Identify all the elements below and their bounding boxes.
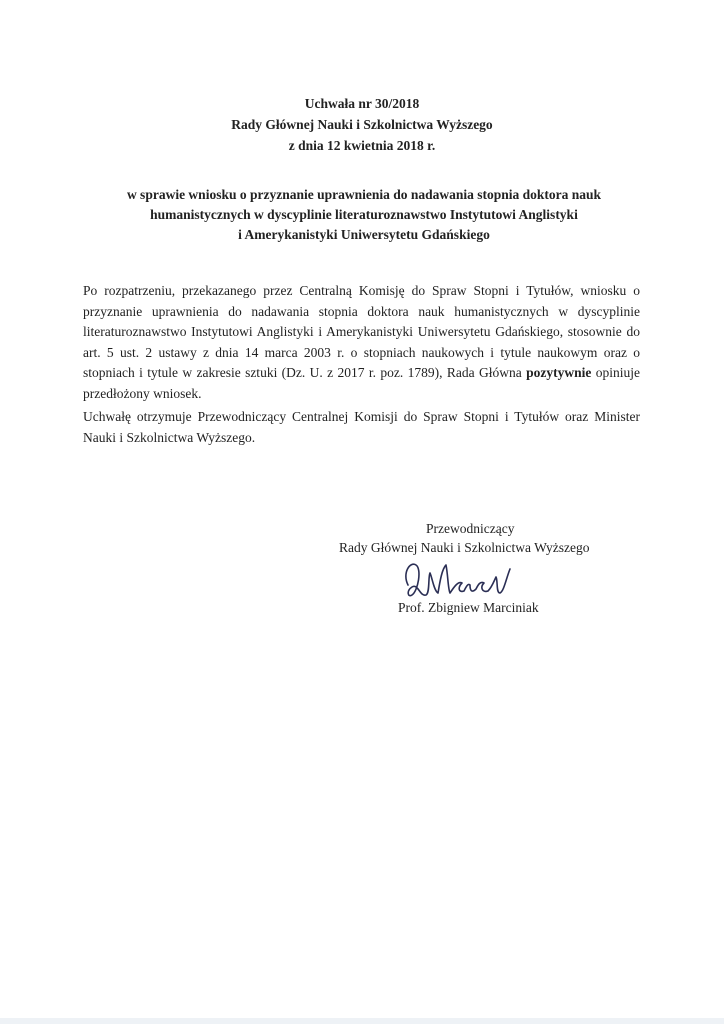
resolution-subject xyxy=(95,185,633,245)
signatory-name: Prof. Zbigniew Marciniak xyxy=(398,600,539,615)
resolution-date: z dnia 12 kwietnia 2018 r. xyxy=(288,138,436,153)
resolution-header xyxy=(0,93,724,156)
signatory-organization: Rady Głównej Nauki i Szkolnictwa Wyższego xyxy=(339,540,590,555)
subject-line-3: i Amerykanistyki Uniwersytetu Gdańskiego xyxy=(238,227,490,242)
signatory-role: Przewodniczący xyxy=(426,521,515,536)
paragraph-1-emphasis: pozytywnie xyxy=(526,365,592,381)
body-paragraph-1 xyxy=(83,281,640,405)
resolution-number: Uchwała nr 30/2018 xyxy=(304,96,420,111)
subject-line-2: humanistycznych w dyscyplinie literaturoznawstwo Instytutowi Anglistyki xyxy=(150,207,578,222)
paragraph-2-text: Uchwałę otrzymuje Przewodniczący Centralnej Komisji do Spraw Stopni i Tytułów oraz Minister Nauki i Szkolnictwa Wyższego. xyxy=(83,409,640,445)
body-paragraph-2 xyxy=(83,407,640,448)
paragraph-1-ending: opiniuje przedłożony wniosek. xyxy=(83,365,640,401)
paragraph-1-text: Po rozpatrzeniu, przekazanego przez Centralną Komisję do Spraw Stopni i Tytułów, wniosku o przyznanie uprawnienia do nadawania stopnia doktora nauk humanistycznych w dyscyplinie literaturoznawstwo Instytutowi Anglistyki i Amerykanistyki Uniwersytetu Gdańskiego, stosownie do art. 5 ust. 2 ustawy z dnia 14 marca 2003 r. o stopniach naukowych i tytule naukowym oraz o stopniach i tytule w zakresie sztuki (Dz. U. z 2017 r. poz. 1789), Rada Główna xyxy=(83,283,640,381)
scan-edge xyxy=(0,1018,724,1024)
issuing-body: Rady Głównej Nauki i Szkolnictwa Wyższego xyxy=(231,117,493,132)
subject-line-1: w sprawie wniosku o przyznanie uprawnienia do nadawania stopnia doktora nauk xyxy=(126,187,602,202)
